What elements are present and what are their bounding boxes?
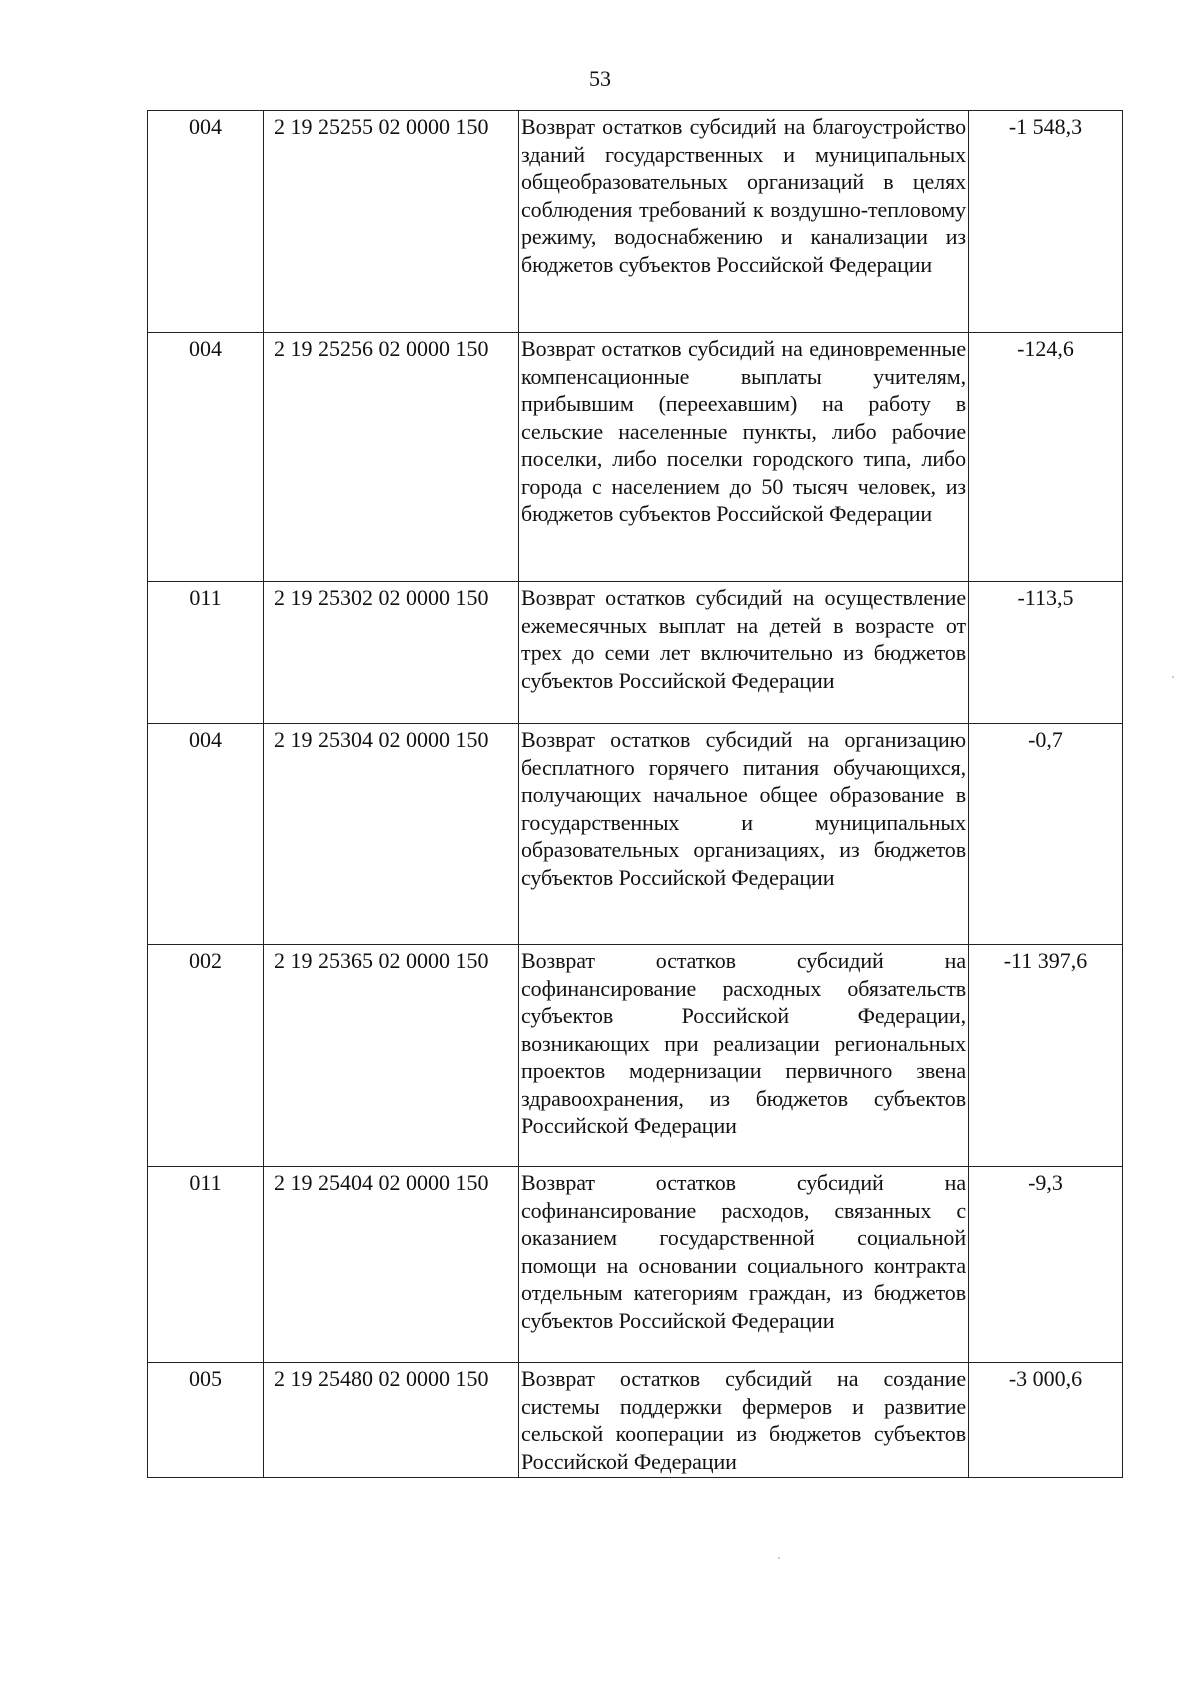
admin-code-cell: 011 [148, 582, 264, 724]
description-cell: Возврат остатков субсидий на организацию бесплатного горячего питания обучающихся, получающих начальное общее образование в государственных и муниципальных образовательных организациях, из бюджетов субъектов Российской Федерации [519, 724, 969, 945]
amount-cell: -3 000,6 [969, 1363, 1123, 1478]
amount-cell: -124,6 [969, 333, 1123, 582]
description-cell: Возврат остатков субсидий на софинансирование расходных обязательств субъектов Российской Федерации, возникающих при реализации региональных проектов модернизации первичного звена здравоохранения, из бюджетов субъектов Российской Федерации [519, 945, 969, 1167]
amount-cell: -9,3 [969, 1167, 1123, 1363]
description-cell: Возврат остатков субсидий на единовременные компенсационные выплаты учителям, прибывшим (переехавшим) на работу в сельские населенные пункты, либо рабочие поселки, либо поселки городского типа, либо города с населением до 50 тысяч человек, из бюджетов субъектов Российской Федерации [519, 333, 969, 582]
page-number: 53 [589, 66, 611, 91]
budget-code-cell: 2 19 25404 02 0000 150 [264, 1167, 519, 1363]
table-row [148, 945, 1123, 1167]
budget-codes-table [147, 110, 1123, 1478]
scan-speck [778, 1557, 780, 1559]
scan-speck [1172, 676, 1174, 678]
admin-code-cell: 002 [148, 945, 264, 1167]
admin-code-cell: 004 [148, 333, 264, 582]
budget-code-cell: 2 19 25304 02 0000 150 [264, 724, 519, 945]
budget-code-cell: 2 19 25480 02 0000 150 [264, 1363, 519, 1478]
admin-code-cell: 005 [148, 1363, 264, 1478]
amount-cell: -1 548,3 [969, 111, 1123, 333]
description-cell: Возврат остатков субсидий на софинансирование расходов, связанных с оказанием государственной социальной помощи на основании социального контракта отдельным категориям граждан, из бюджетов субъектов Российской Федерации [519, 1167, 969, 1363]
table-row [148, 1167, 1123, 1363]
description-cell: Возврат остатков субсидий на осуществление ежемесячных выплат на детей в возрасте от трех до семи лет включительно из бюджетов субъектов Российской Федерации [519, 582, 969, 724]
budget-code-cell: 2 19 25302 02 0000 150 [264, 582, 519, 724]
amount-cell: -0,7 [969, 724, 1123, 945]
table-row [148, 1363, 1123, 1478]
budget-code-cell: 2 19 25256 02 0000 150 [264, 333, 519, 582]
table-row [148, 111, 1123, 333]
description-cell: Возврат остатков субсидий на создание системы поддержки фермеров и развитие сельской кооперации из бюджетов субъектов Российской Федерации [519, 1363, 969, 1478]
description-cell: Возврат остатков субсидий на благоустройство зданий государственных и муниципальных общеобразовательных организаций в целях соблюдения требований к воздушно-тепловому режиму, водоснабжению и канализации из бюджетов субъектов Российской Федерации [519, 111, 969, 333]
admin-code-cell: 011 [148, 1167, 264, 1363]
admin-code-cell: 004 [148, 724, 264, 945]
table-row [148, 724, 1123, 945]
table-row [148, 582, 1123, 724]
table-row [148, 333, 1123, 582]
amount-cell: -113,5 [969, 582, 1123, 724]
budget-code-cell: 2 19 25255 02 0000 150 [264, 111, 519, 333]
amount-cell: -11 397,6 [969, 945, 1123, 1167]
admin-code-cell: 004 [148, 111, 264, 333]
budget-code-cell: 2 19 25365 02 0000 150 [264, 945, 519, 1167]
